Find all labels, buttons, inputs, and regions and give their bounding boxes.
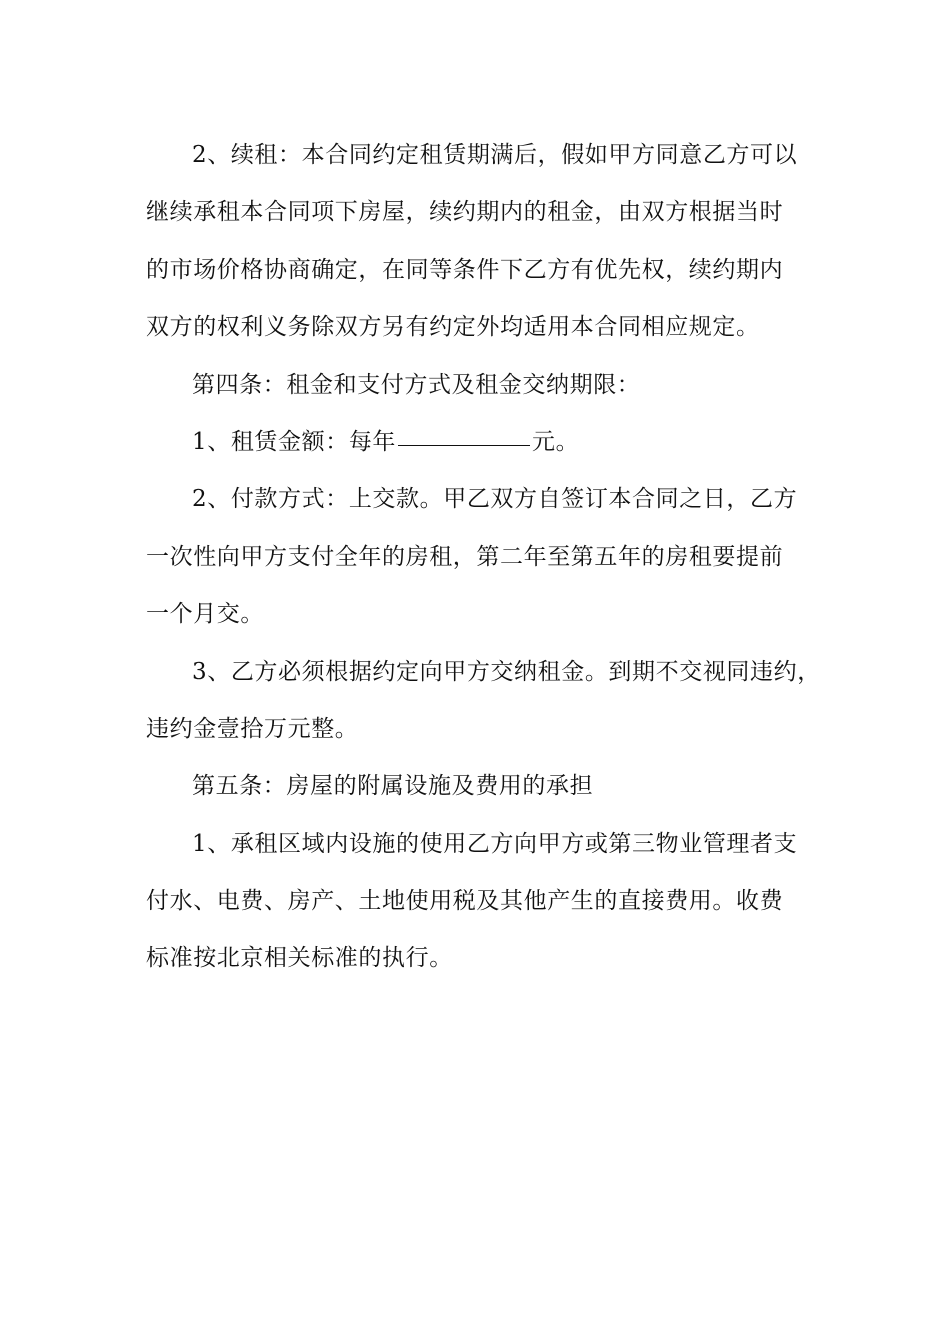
rent-amount-label: 1、租赁金额：每年 bbox=[192, 428, 397, 455]
paragraph-line: 违约金壹拾万元整。 bbox=[146, 715, 359, 742]
article-heading: 第五条：房屋的附属设施及费用的承担 bbox=[192, 773, 594, 800]
rent-amount-unit: 元。 bbox=[532, 428, 580, 455]
document-body bbox=[146, 127, 826, 988]
paragraph-line: 2、续租：本合同约定租赁期满后，假如甲方同意乙方可以 bbox=[192, 142, 798, 168]
rent-amount-blank bbox=[398, 444, 530, 446]
paragraph-line: 1、承租区域内设施的使用乙方向甲方或第三物业管理者支 bbox=[192, 830, 798, 857]
paragraph-line: 一个月交。 bbox=[146, 601, 264, 628]
article-heading: 第四条：租金和支付方式及租金交纳期限： bbox=[192, 371, 641, 398]
paragraph-line: 一次性向甲方支付全年的房租，第二年至第五年的房租要提前 bbox=[146, 543, 784, 570]
paragraph-line: 2、付款方式：上交款。甲乙双方自签订本合同之日，乙方 bbox=[192, 486, 798, 513]
paragraph-line: 标准按北京相关标准的执行。 bbox=[146, 945, 453, 972]
paragraph-line: 付水、电费、房产、土地使用税及其他产生的直接费用。收费 bbox=[146, 888, 784, 915]
paragraph-line: 双方的权利义务除双方另有约定外均适用本合同相应规定。 bbox=[146, 314, 760, 341]
paragraph-line: 3、乙方必须根据约定向甲方交纳租金。到期不交视同违约， bbox=[192, 658, 821, 685]
paragraph-line: 继续承租本合同项下房屋，续约期内的租金，由双方根据当时 bbox=[146, 199, 784, 226]
rent-amount-line bbox=[146, 414, 826, 471]
paragraph-line: 的市场价格协商确定，在同等条件下乙方有优先权，续约期内 bbox=[146, 256, 784, 283]
